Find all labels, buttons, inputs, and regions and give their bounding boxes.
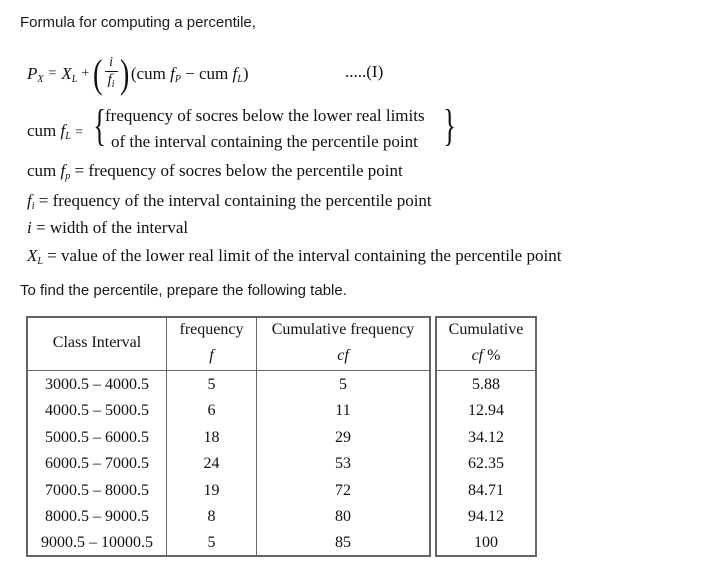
frequency-cell: 24 (203, 455, 220, 473)
def-xl: $X_L$ = value of the lower real limit of the interval containing the percentile point (27, 246, 562, 267)
class-interval-cell: 6000.5 – 7000.5 (45, 455, 149, 473)
header-cf-symbol: cf (337, 347, 349, 364)
formula-xl: $X_L$ (61, 63, 78, 85)
cumulative-frequency-cell: 11 (335, 402, 351, 420)
header-frequency: frequency (179, 321, 244, 338)
cumulative-frequency-cell: 72 (335, 481, 351, 499)
frequency-cell: 5 (207, 534, 216, 552)
formula-difference: (cum $f_P$ − cum $f_L$) (130, 63, 249, 85)
class-interval-cell: 4000.5 – 5000.5 (45, 402, 149, 420)
def-cumfl-term: cum $f_L$ = (27, 121, 83, 142)
header-cumulative-frequency: Cumulative frequency (271, 321, 415, 338)
header-frequency-symbol: f (209, 347, 214, 364)
cumulative-percent-cell: 12.94 (468, 402, 504, 420)
intro-text: Formula for computing a percentile, (20, 14, 256, 31)
formula-fraction: $\frac{i}{f_i}$ (105, 55, 118, 93)
right-brace-icon: } (443, 101, 456, 150)
header-class-interval: Class Interval (52, 334, 142, 351)
cumulative-frequency-cell: 29 (335, 428, 351, 446)
class-interval-cell: 3000.5 – 4000.5 (45, 376, 149, 393)
cumulative-frequency-cell: 80 (335, 508, 351, 525)
frequency-cell: 18 (203, 428, 220, 446)
cumulative-frequency-cell: 53 (335, 455, 351, 473)
def-fi: $f_i$ = frequency of the interval containing the percentile point (27, 191, 432, 212)
cumulative-frequency-cell: 5 (339, 376, 347, 393)
def-cumfl-line2: of the interval containing the percentile point (111, 132, 418, 151)
cumulative-percent-cell: 5.88 (472, 376, 500, 393)
table-intro-text: To find the percentile, prepare the following table. (20, 282, 347, 299)
left-brace-icon: { (93, 101, 106, 150)
frequency-cell: 8 (207, 508, 216, 525)
cumulative-frequency-cell: 85 (335, 534, 351, 552)
cumulative-percent-cell: 94.12 (468, 508, 504, 525)
cumulative-percent-cell: 100 (474, 534, 498, 552)
percentile-table (26, 316, 537, 557)
cumulative-percent-cell: 84.71 (468, 481, 504, 499)
def-i: i = width of the interval (27, 218, 189, 237)
frequency-cell: 19 (203, 481, 220, 499)
header-cumulative-percent: Cumulative (448, 321, 524, 338)
formula-lhs: $P_X$ (27, 63, 44, 85)
cumulative-percent-cell: 34.12 (468, 428, 504, 446)
def-cumfl-line1: frequency of socres below the lower real limits (105, 106, 425, 125)
percentile-formula: $P_X$ = $X_L$ + ( $\frac{i}{f_i}$ ) (cum $f_P$ − cum $f_L$) (27, 51, 249, 96)
class-interval-cell: 5000.5 – 6000.5 (45, 428, 149, 446)
def-cumfp: cum $f_p$ = frequency of socres below the percentile point (27, 161, 403, 182)
class-interval-cell: 8000.5 – 9000.5 (45, 508, 149, 525)
header-cf-percent-symbol: cf % (471, 347, 501, 364)
class-interval-cell: 7000.5 – 8000.5 (45, 481, 149, 499)
class-interval-cell: 9000.5 – 10000.5 (41, 534, 153, 552)
cumulative-percent-cell: 62.35 (468, 455, 504, 473)
formula-label: .....(I) (345, 62, 384, 81)
frequency-cell: 5 (207, 376, 216, 393)
frequency-cell: 6 (207, 402, 216, 420)
